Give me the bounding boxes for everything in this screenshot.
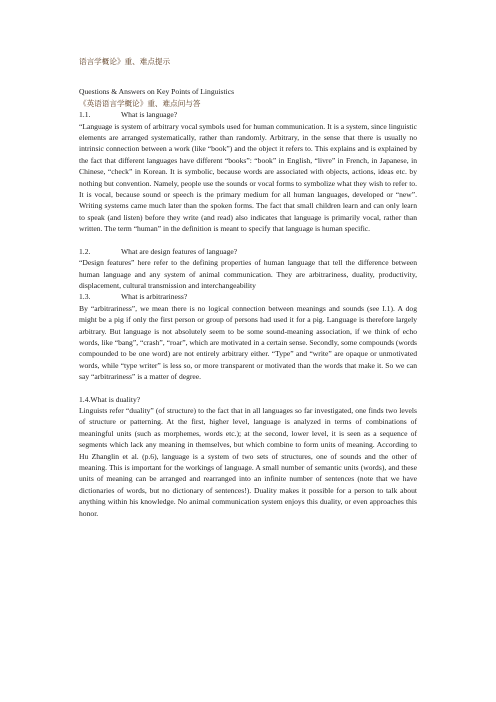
- question-1-2: [79, 246, 417, 257]
- answer-1-1: “Language is system of arbitrary vocal symbols used for human communication. It is a system, since linguistic elements are arranged systematically, rather than randomly. Arbitrary, in the sense that there is usually no intrinsic connection between a work (like “book”) and the object it refers to. This explains and is explained by the fact that different languages have different “books”: “book” in English, “livre” in French, in Japanese, in Chinese, “check” in Korean. It is symbolic, because words are associated with objects, actions, ideas etc. by nothing but convention. Namely, people use the sounds or vocal forms to symbolize what they wish to refer to. It is vocal, because sound or speech is the primary medium for all human languages, developed or “new”. Writing systems came much later than the spoken forms. The fact that small children learn and can only learn to speak (and listen) before they write (and read) also indicates that language is primarily vocal, rather than written. The term “human” in the definition is meant to specify that language is human specific.: [79, 121, 417, 234]
- question-number: 1.3.: [79, 292, 91, 302]
- answer-1-2: “Design features” here refer to the defining properties of human language that tell the difference between human language and any system of animal communication. They are arbitrariness, duality, productivity, displacement, cultural transmission and interchangeability: [79, 258, 417, 290]
- spacer: [79, 383, 417, 394]
- document-title: 语言学概论》重、难点提示: [79, 57, 171, 66]
- answer-1-3: By “arbitrariness”, we mean there is no logical connection between meanings and sounds (see I.1). A dog might be a pig if only the first person or group of persons had used it for a pig. Language is therefore largely arbitrary. But language is not absolutely seem to be some sound-meaning association, if we think of echo words, like “bang”, “crash”, “roar”, which are motivated in a certain sense. Secondly, some compounds (words compounded to be one word) are not entirely arbitrary either. “Type” and “write” are opaque or unmotivated words, while “type writer” is less so, or more transparent or motivated than the words that make it. So we can say “arbitrariness” is a matter of degree.: [79, 303, 417, 382]
- question-text: What is language?: [121, 110, 178, 120]
- english-heading: Questions & Answers on Key Points of Linguistics: [79, 87, 235, 97]
- question-number: 1.2.: [79, 246, 91, 256]
- document-content: [79, 56, 417, 519]
- question-text: What is duality?: [90, 394, 141, 404]
- question-number: 1.4.: [79, 394, 91, 404]
- question-text: What are design features of language?: [121, 246, 238, 256]
- question-1-4: [79, 394, 417, 405]
- spacer: [79, 235, 417, 246]
- question-1-3: [79, 291, 417, 302]
- question-text: What is arbitrariness?: [121, 292, 188, 302]
- chinese-heading: 《英语语言学概论》重、难点问与答: [79, 98, 201, 108]
- question-number: 1.1.: [79, 110, 91, 120]
- answer-1-4: Linguists refer “duality” (of structure) to the fact that in all languages so far investigated, one finds two levels of structure or patterning. At the first, higher level, language is analyzed in terms of combinations of meaningful units (such as morphemes, words etc.); at the second, lower level, it is seen as a sequence of segments which lack any meaning in themselves, but which combine to form units of meaning. According to Hu Zhanglin et al. (p.6), language is a system of two sets of structures, one of sounds and the other of meaning. This is important for the workings of language. A small number of semantic units (words), and these units of meaning can be arranged and rearranged into an infinite number of sentences (note that we have dictionaries of words, but no dictionary of sentences!). Duality makes it possible for a person to talk about anything within his knowledge. No animal communication system enjoys this duality, or even approaches this honor.: [79, 405, 417, 518]
- question-1-1: [79, 109, 417, 120]
